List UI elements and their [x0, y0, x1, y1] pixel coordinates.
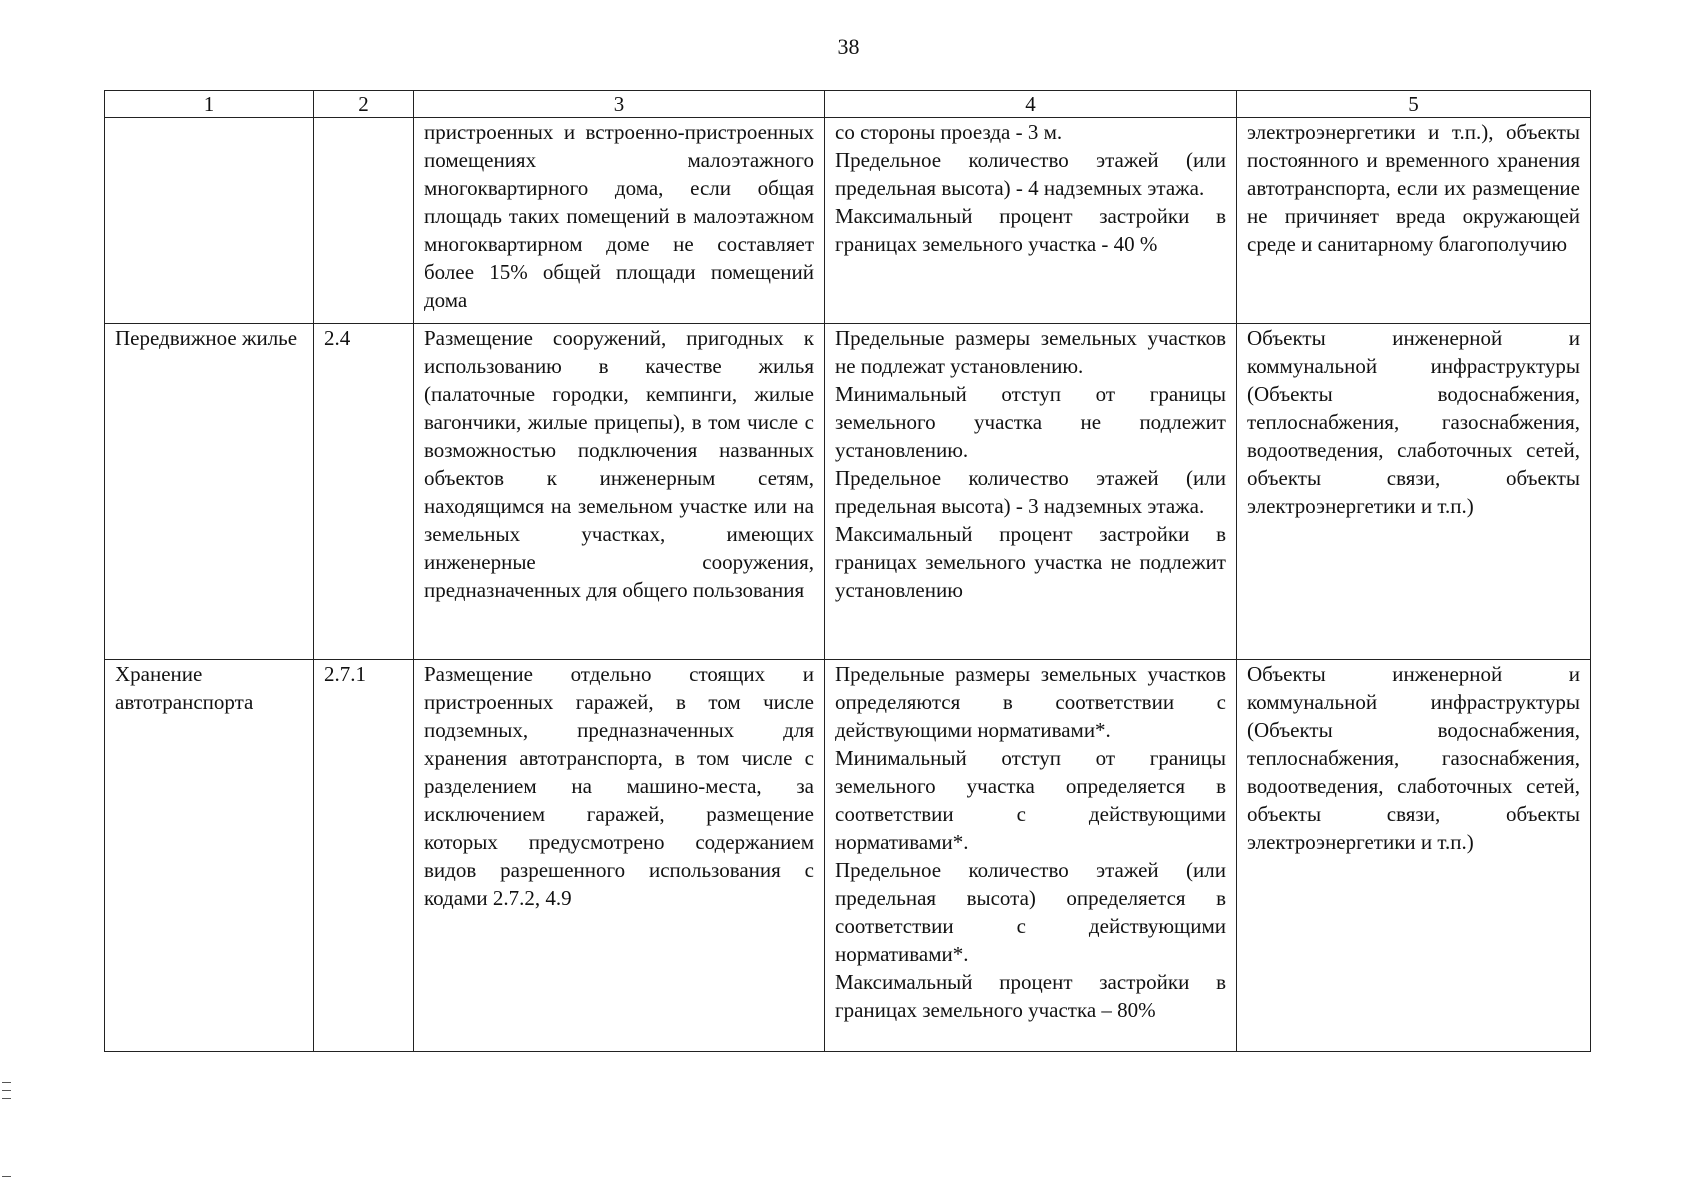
parameters-cell — [825, 660, 1237, 1052]
table-row — [105, 118, 1591, 324]
land-use-table — [104, 90, 1591, 1052]
column-header-2: 2 — [314, 91, 414, 118]
parameters-cell — [825, 118, 1237, 324]
parameter-text: Предельное количество этажей (или предельная высота) - 4 надземных этажа. — [835, 148, 1226, 200]
table-row — [105, 660, 1591, 1052]
parameters-cell — [825, 324, 1237, 660]
parameter-text: Предельные размеры земельных участков определяются в соответствии с действующими нормативами*. — [835, 662, 1226, 742]
margin-mark — [2, 1082, 11, 1083]
parameter-text: Минимальный отступ от границы земельного участка не подлежит установлению. — [835, 382, 1226, 462]
parameter-text: Предельное количество этажей (или предельная высота) определяется в соответствии с действующими нормативами*. — [835, 858, 1226, 966]
parameter-text: Минимальный отступ от границы земельного участка определяется в соответствии с действующими нормативами*. — [835, 746, 1226, 854]
use-name-cell — [105, 118, 314, 324]
use-name-cell: Передвижное жилье — [105, 324, 314, 660]
parameter-text: Максимальный процент застройки в границах земельного участка – 80% — [835, 970, 1226, 1022]
use-description-cell: Размещение сооружений, пригодных к использованию в качестве жилья (палаточные городки, кемпинги, жилые вагончики, жилые прицепы), в том числе с возможностью подключения названных объектов к инженерным сетям, находящимся на земельном участке или на земельных участках, имеющих инженерные сооружения, предназначенных для общего пользования — [414, 324, 825, 660]
page-number: 38 — [837, 34, 860, 59]
use-code-cell: 2.4 — [314, 324, 414, 660]
parameter-text: со стороны проезда - 3 м. — [835, 120, 1063, 144]
column-header-4: 4 — [825, 91, 1237, 118]
parameter-text: Предельные размеры земельных участков не подлежат установлению. — [835, 326, 1226, 378]
table-row — [105, 324, 1591, 660]
objects-cell: электроэнергетики и т.п.), объекты постоянного и временного хранения автотранспорта, если их размещение не причиняет вреда окружающей среде и санитарному благополучию — [1237, 118, 1591, 324]
header-row — [105, 91, 1591, 118]
use-code-cell: 2.7.1 — [314, 660, 414, 1052]
use-name-cell: Хранение автотранспорта — [105, 660, 314, 1052]
use-description-cell: Размещение отдельно стоящих и пристроенных гаражей, в том числе подземных, предназначенных для хранения автотранспорта, в том числе с разделением на машино-места, за исключением гаражей, размещение которых предусмотрено содержанием видов разрешенного использования с кодами 2.7.2, 4.9 — [414, 660, 825, 1052]
use-code-cell — [314, 118, 414, 324]
parameter-text: Максимальный процент застройки в границах земельного участка - 40 % — [835, 204, 1226, 256]
margin-mark — [2, 1098, 11, 1099]
margin-mark — [2, 1090, 11, 1091]
column-header-3: 3 — [414, 91, 825, 118]
column-header-5: 5 — [1237, 91, 1591, 118]
column-header-1: 1 — [105, 91, 314, 118]
objects-cell: Объекты инженерной и коммунальной инфраструктуры (Объекты водоснабжения, теплоснабжения, газоснабжения, водоотведения, слаботочных сетей, объекты связи, объекты электроэнергетики и т.п.) — [1237, 324, 1591, 660]
parameter-text: Максимальный процент застройки в границах земельного участка не подлежит установлению — [835, 522, 1226, 602]
parameter-text: Предельное количество этажей (или предельная высота) - 3 надземных этажа. — [835, 466, 1226, 518]
margin-mark — [2, 1176, 11, 1177]
objects-cell: Объекты инженерной и коммунальной инфраструктуры (Объекты водоснабжения, теплоснабжения, газоснабжения, водоотведения, слаботочных сетей, объекты связи, объекты электроэнергетики и т.п.) — [1237, 660, 1591, 1052]
use-description-cell: пристроенных и встроенно-пристроенных помещениях малоэтажного многоквартирного дома, если общая площадь таких помещений в малоэтажном многоквартирном доме не составляет более 15% общей площади помещений дома — [414, 118, 825, 324]
